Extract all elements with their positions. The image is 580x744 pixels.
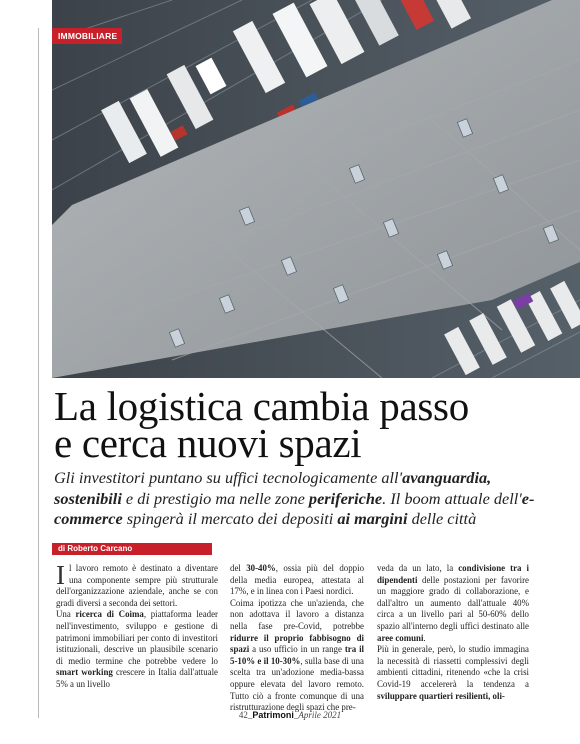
standfirst-text: e di prestigio ma nelle zone [121,488,309,508]
bold-text: ridurre il proprio fabbisogno di spazi [230,632,364,655]
bold-text: condivisione tra i dipendenti [377,563,529,585]
byline: di Roberto Carcano [52,543,212,555]
footer-separator: _ [293,710,299,720]
page-number: 42 [238,710,248,720]
standfirst-text: . Il boom attuale dell' [382,488,522,508]
paragraph-text: Più in generale, però, lo studio immagina la necessità di riassetti complessivi degli ambienti cittadini, ritenendo «che la crisi Covid-19 accelererà la tendenza a [377,644,529,689]
headline-line-1: La logistica cambia passo [54,383,469,429]
paragraph-text: , piattaforma leader nell'investimento, sviluppo e gestione di patrimoni immobiliari per conto di investitori istituzionali, descrive un plausibile scenario di medio termine che potrebbe vedere lo [56,609,218,666]
paragraph-text: , sulla base di una scelta tra un'adozione media-bassa oppure elevata del lavoro remoto. Tutto ciò a fronte comunque di una ristrutturazione degli spazi che pre- [230,655,364,713]
standfirst-emphasis: sostenibili [54,488,122,508]
standfirst-emphasis: e-commerce [54,488,535,528]
paragraph-text: delle postazioni per favorire un maggiore grado di collaborazione, e dall'altro un aumento dall'attuale 40% circa a un livello pari al 50-60% dello spazio all'interno degli uffici destinato alle [377,574,529,631]
drop-cap: I [56,560,65,590]
bold-text: smart working [56,667,113,678]
paragraph-text: veda da un lato, la [377,563,459,573]
magazine-name: Patrimoni [252,710,294,720]
section-tag: IMMOBILIARE [52,28,122,44]
paragraph [377,644,529,702]
paragraph [230,598,364,714]
standfirst-text: spingerà il mercato dei depositi [122,509,338,528]
standfirst-emphasis: ai margini [337,509,408,528]
paragraph [56,560,218,609]
article-column-3 [377,563,529,702]
standfirst-emphasis: periferiche [308,488,383,508]
page-footer [0,710,580,720]
article-column-2 [230,563,364,714]
side-rule [38,28,39,718]
paragraph-text: , ossia più del doppio della media europea, attestata al 17%, e in linea con i Paesi nordici. [230,563,365,597]
bold-text: ricerca di Coima [75,609,144,620]
warehouse-aerial-photo [52,0,580,378]
bold-text: 30-40% [246,563,276,573]
bold-text: tra il 5-10% e il 10-30% [230,644,364,666]
standfirst-emphasis: avanguardia, [402,468,492,487]
paragraph-text: a uso ufficio in un range [249,644,345,655]
standfirst [54,468,544,530]
bold-text: sviluppare quartieri resilienti, oli- [377,690,505,701]
paragraph-text: . [423,632,426,643]
paragraph-text: crescere in Italia dall'attuale 5% a un livello [56,667,218,689]
paragraph [56,609,218,690]
headline [54,383,574,466]
paragraph-text: Coima ipotizza che un'azienda, che non adottava il lavoro a distanza nella fase pre-Covid, potrebbe [230,597,364,631]
headline-line-2: e cerca nuovi spazi [54,420,362,466]
article-column-1 [56,560,218,691]
footer-separator: _ [247,710,253,720]
paragraph-text: del [230,563,247,573]
paragraph [230,563,364,598]
paragraph-text: Una [56,609,76,620]
bold-text: aree comuni [377,632,424,643]
paragraph-text: l lavoro remoto è destinato a diventare una componente sempre più strutturale dell'organizzazione aziendale, anche se con gradi diversi a seconda dei settori. [56,563,218,608]
paragraph [377,563,529,644]
standfirst-text: delle città [407,509,477,528]
standfirst-text: Gli investitori puntano su uffici tecnologicamente all' [54,468,403,487]
issue-date: Aprile 2021 [298,710,342,720]
